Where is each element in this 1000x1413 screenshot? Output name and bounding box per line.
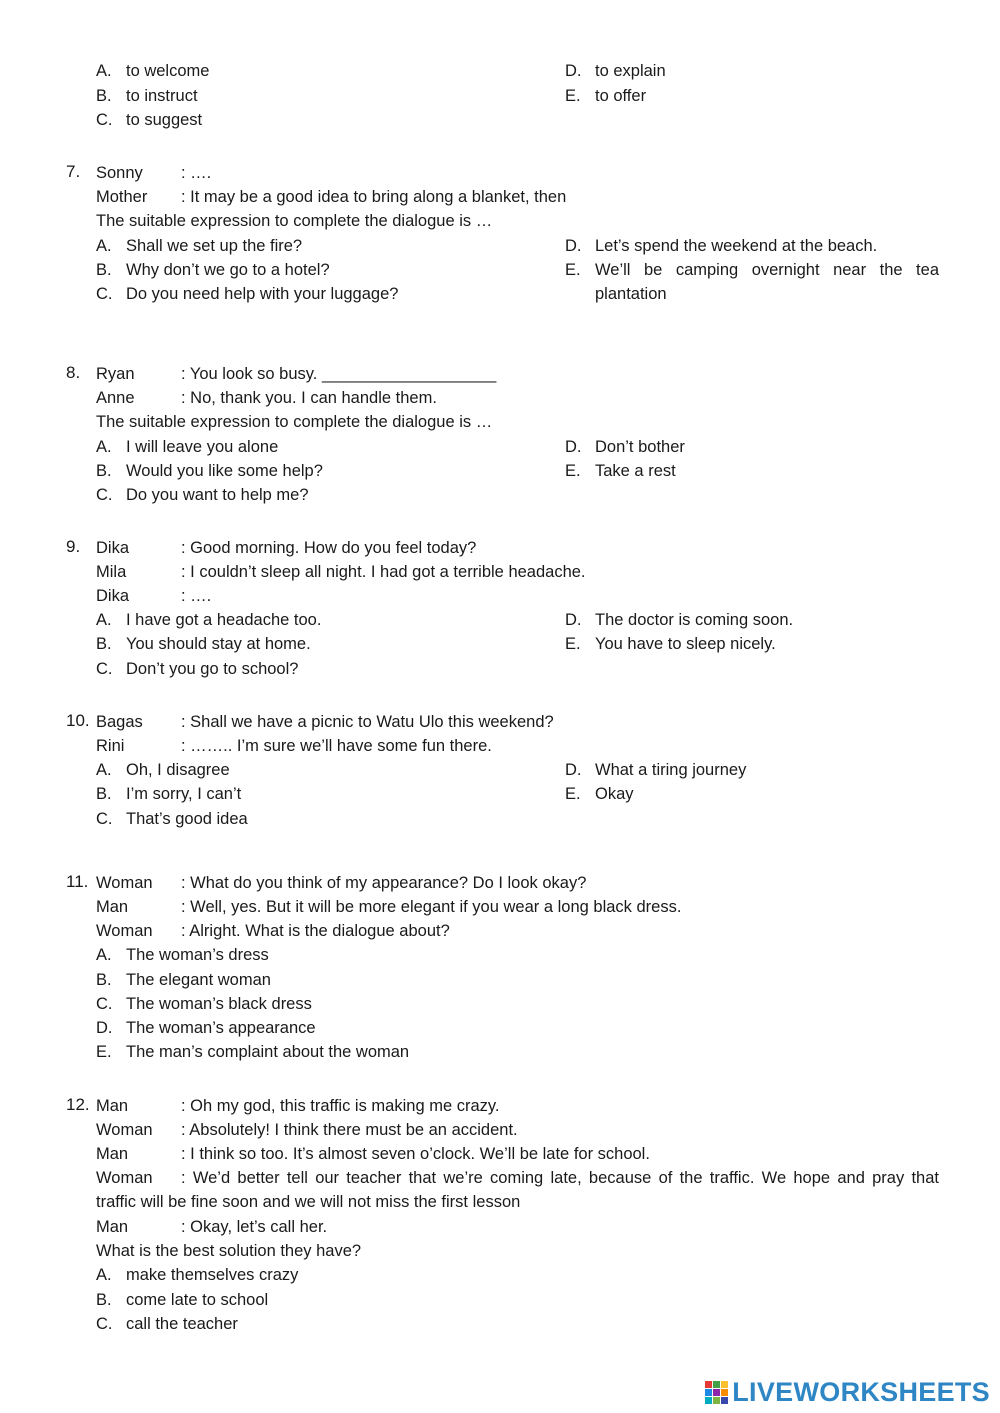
question-number: 8.: [66, 363, 81, 382]
option-letter: B.: [96, 261, 112, 279]
option-b[interactable]: to instruct: [126, 87, 198, 105]
option-e[interactable]: The man’s complaint about the woman: [126, 1043, 410, 1061]
option-e[interactable]: We’ll be camping overnight near the tea: [595, 261, 939, 279]
option-letter: A.: [96, 946, 112, 964]
option-letter: A.: [96, 761, 112, 779]
option-letter: E.: [565, 785, 581, 803]
dialogue-line: : Well, yes. But it will be more elegant if you wear a long black dress.: [181, 898, 682, 916]
option-e[interactable]: Take a rest: [595, 462, 676, 480]
speaker: Man: [96, 898, 129, 916]
option-c[interactable]: to suggest: [126, 111, 203, 129]
dialogue-line: : I think so too. It’s almost seven o’clock. We’ll be late for school.: [181, 1145, 650, 1163]
option-letter: E.: [96, 1043, 112, 1061]
dialogue-line: : Good morning. How do you feel today?: [181, 539, 477, 557]
option-b[interactable]: The elegant woman: [126, 971, 271, 989]
option-letter: A.: [96, 1266, 112, 1284]
liveworksheets-logo[interactable]: [705, 1377, 990, 1407]
option-c[interactable]: That’s good idea: [126, 810, 248, 828]
question-number: 12.: [66, 1095, 90, 1114]
option-letter: C.: [96, 810, 113, 828]
option-e-continued: plantation: [595, 285, 667, 303]
speaker: Man: [96, 1145, 129, 1163]
option-letter: B.: [96, 462, 112, 480]
option-d[interactable]: Don’t bother: [595, 438, 685, 456]
option-b[interactable]: Would you like some help?: [126, 462, 323, 480]
dialogue-line: : …….. I’m sure we’ll have some fun there.: [181, 737, 492, 755]
option-d[interactable]: Let’s spend the weekend at the beach.: [595, 237, 878, 255]
logo-text: LIVEWORKSHEETS: [732, 1376, 990, 1407]
option-a[interactable]: I will leave you alone: [126, 438, 279, 456]
question-prompt: The suitable expression to complete the dialogue is …: [96, 212, 493, 230]
option-c[interactable]: Don’t you go to school?: [126, 660, 299, 678]
option-letter: C.: [96, 486, 113, 504]
dialogue-line: : ….: [181, 164, 212, 182]
option-d[interactable]: The woman’s appearance: [126, 1019, 316, 1037]
option-a[interactable]: make themselves crazy: [126, 1266, 299, 1284]
option-letter: E.: [565, 635, 581, 653]
dialogue-line: : No, thank you. I can handle them.: [181, 389, 437, 407]
option-letter: C.: [96, 995, 113, 1013]
option-a[interactable]: The woman’s dress: [126, 946, 269, 964]
speaker: Anne: [96, 389, 135, 407]
dialogue-line: : Shall we have a picnic to Watu Ulo this weekend?: [181, 713, 554, 731]
dialogue-line: : It may be a good idea to bring along a blanket, then: [181, 188, 567, 206]
option-a[interactable]: Shall we set up the fire?: [126, 237, 303, 255]
question-number: 10.: [66, 711, 90, 730]
dialogue-line: : Absolutely! I think there must be an accident.: [181, 1121, 518, 1139]
option-letter: D.: [565, 62, 582, 80]
option-letter: A.: [96, 611, 112, 629]
speaker: Woman: [96, 922, 153, 940]
speaker: Dika: [96, 539, 130, 557]
option-c[interactable]: Do you need help with your luggage?: [126, 285, 399, 303]
speaker: Mother: [96, 188, 148, 206]
option-letter: A.: [96, 62, 112, 80]
option-b[interactable]: I’m sorry, I can’t: [126, 785, 242, 803]
option-letter: C.: [96, 660, 113, 678]
option-d[interactable]: to explain: [595, 62, 666, 80]
option-d[interactable]: The doctor is coming soon.: [595, 611, 794, 629]
question-prompt: What is the best solution they have?: [96, 1242, 362, 1260]
option-letter: D.: [565, 438, 582, 456]
option-letter: D.: [565, 237, 582, 255]
dialogue-line: : ….: [181, 587, 212, 605]
option-letter: D.: [565, 761, 582, 779]
question-number: 7.: [66, 162, 81, 181]
option-letter: E.: [565, 261, 581, 279]
liveworksheets-logo-icon: [705, 1381, 728, 1404]
speaker: Man: [96, 1218, 129, 1236]
option-a[interactable]: to welcome: [126, 62, 210, 80]
option-a[interactable]: I have got a headache too.: [126, 611, 322, 629]
speaker: Dika: [96, 587, 130, 605]
question-number: 11.: [66, 872, 89, 891]
option-letter: B.: [96, 971, 112, 989]
question-number: 9.: [66, 537, 81, 556]
speaker: Woman: [96, 1121, 153, 1139]
option-letter: C.: [96, 285, 113, 303]
dialogue-line: : We’d better tell our teacher that we’re coming late, because of the traffic. We hope and pray that: [181, 1169, 939, 1187]
dialogue-line: : Alright. What is the dialogue about?: [181, 922, 450, 940]
option-letter: B.: [96, 785, 112, 803]
dialogue-line: : I couldn’t sleep all night. I had got a terrible headache.: [181, 563, 586, 581]
speaker: Mila: [96, 563, 127, 581]
option-letter: D.: [565, 611, 582, 629]
dialogue-line-continued: traffic will be fine soon and we will not miss the first lesson: [96, 1193, 521, 1211]
option-letter: D.: [96, 1019, 113, 1037]
option-letter: B.: [96, 635, 112, 653]
option-c[interactable]: The woman’s black dress: [126, 995, 312, 1013]
option-c[interactable]: Do you want to help me?: [126, 486, 309, 504]
option-letter: A.: [96, 237, 112, 255]
option-letter: B.: [96, 87, 112, 105]
option-a[interactable]: Oh, I disagree: [126, 761, 230, 779]
option-e[interactable]: to offer: [595, 87, 647, 105]
option-letter: C.: [96, 1315, 113, 1333]
speaker: Woman: [96, 1169, 153, 1187]
option-letter: E.: [565, 87, 581, 105]
option-letter: A.: [96, 438, 112, 456]
option-e[interactable]: You have to sleep nicely.: [595, 635, 776, 653]
question-prompt: The suitable expression to complete the dialogue is …: [96, 413, 493, 431]
option-letter: B.: [96, 1291, 112, 1309]
speaker: Bagas: [96, 713, 143, 731]
option-c[interactable]: call the teacher: [126, 1315, 238, 1333]
option-letter: C.: [96, 111, 113, 129]
speaker: Man: [96, 1097, 129, 1115]
dialogue-line: : What do you think of my appearance? Do I look okay?: [181, 874, 587, 892]
option-d[interactable]: What a tiring journey: [595, 761, 747, 779]
option-b[interactable]: come late to school: [126, 1291, 269, 1309]
speaker: Woman: [96, 874, 153, 892]
dialogue-line: : Okay, let’s call her.: [181, 1218, 328, 1236]
dialogue-line: : Oh my god, this traffic is making me crazy.: [181, 1097, 500, 1115]
dialogue-line: : You look so busy. ___________________: [181, 365, 497, 383]
speaker: Sonny: [96, 164, 143, 182]
speaker: Ryan: [96, 365, 135, 383]
speaker: Rini: [96, 737, 125, 755]
option-b[interactable]: You should stay at home.: [126, 635, 311, 653]
option-b[interactable]: Why don’t we go to a hotel?: [126, 261, 330, 279]
option-e[interactable]: Okay: [595, 785, 634, 803]
option-letter: E.: [565, 462, 581, 480]
